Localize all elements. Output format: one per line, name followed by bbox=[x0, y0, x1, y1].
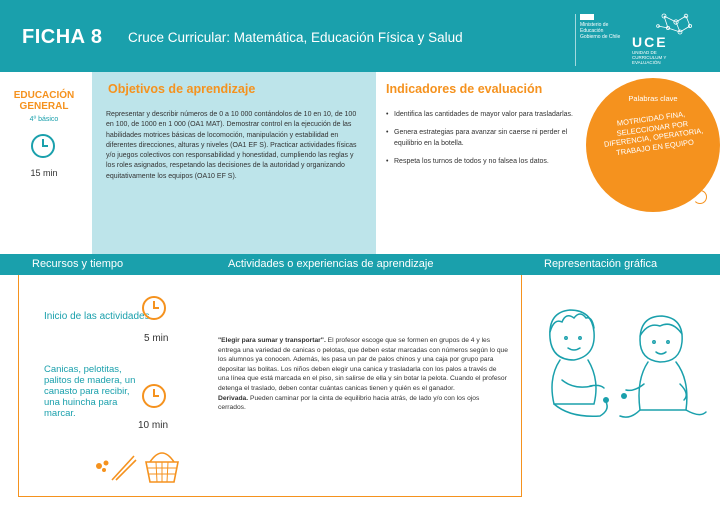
objetivos-text: Representar y describir números de 0 a 10 000 contándolos de 10 en 10, de 100 en 100, de 1000 en 1 000 (OA1 MAT). Demostrar control en la ejecución de las habilidades motrices básicas de locomoción, manipulación y estabilidad en diferentes direcciones, alturas y niveles (OA1 EF S). Practicar actividades físicas y/o juegos colectivos con responsabilidad y honestidad, cumpliendo las reglas y los roles asignados, respetando las decisiones de la autoridad y organizando equitativamente los equipos (OA10 EF S). bbox=[106, 111, 357, 180]
level-column bbox=[0, 72, 92, 254]
actividades-header: Actividades o experiencias de aprendizaje bbox=[228, 258, 434, 270]
decorative-swirl-icon bbox=[693, 190, 707, 204]
indicator-item: • Identifica las cantidades de mayor valor para trasladarlas. bbox=[386, 110, 586, 120]
uce-logo-subtext: UNIDAD DE CURRICULUM Y EVALUACIÓN bbox=[632, 50, 667, 65]
indicator-item: • Respeta los turnos de todos y no falsea los datos. bbox=[386, 157, 586, 167]
activity-description bbox=[218, 336, 508, 413]
basket-icon bbox=[142, 446, 182, 484]
recursos-header: Recursos y tiempo bbox=[32, 258, 124, 270]
children-playing-illustration bbox=[540, 300, 710, 440]
keywords-title: Palabras clave bbox=[628, 94, 678, 103]
objetivos-panel bbox=[92, 72, 376, 254]
clock-icon bbox=[142, 384, 166, 408]
activity-title: "Elegir para sumar y transportar". bbox=[218, 337, 326, 344]
header-bar bbox=[0, 0, 720, 72]
ficha-title: FICHA 8 bbox=[22, 26, 103, 48]
derivada-body: Pueden caminar por la cinta de equilibrio hacia atrás, de lado y/o con los ojos cerrados. bbox=[218, 394, 480, 412]
activity-body: El profesor escoge que se formen en grupos de 4 y les entrega una variedad de canicas o pelotas, que deben estar marcadas con números según lo que los alumnos ya conocen. Además, les pasa un par de palos chinos y una caja por grupo para depositar las bolitas. Los niños deben elegir una canica y trasladarla con los palos a través de una línea que está marcada en el piso, sin salirse de ella y sin botar la pelota. Cuando el profesor detenga el traslado, deben contar cuántas canicas tienen y quién es el ganador. bbox=[218, 337, 508, 392]
recursos-text: Canicas, pelotitas, palitos de madera, un canasto para recibir, una huincha para marcar. bbox=[44, 364, 136, 419]
duration-label: 15 min bbox=[30, 168, 58, 178]
ministry-logo bbox=[575, 14, 621, 66]
flag-icon bbox=[580, 14, 594, 20]
inicio-label: Inicio de las actividades bbox=[44, 311, 150, 322]
representacion-header: Representación gráfica bbox=[544, 258, 658, 270]
curricular-subtitle: Cruce Curricular: Matemática, Educación Física y Salud bbox=[128, 30, 463, 45]
derivada-title: Derivada. bbox=[218, 394, 249, 402]
objetivos-title: Objetivos de aprendizaje bbox=[108, 82, 256, 96]
clock-icon bbox=[31, 134, 55, 158]
section-header-bar bbox=[0, 254, 720, 275]
uce-logo-text: UCE bbox=[632, 34, 668, 50]
time-label: 10 min bbox=[138, 420, 169, 431]
time-label: 5 min bbox=[144, 333, 169, 344]
indicadores-list bbox=[386, 110, 586, 167]
education-level: EDUCACIÓN GENERAL bbox=[13, 90, 75, 112]
chopsticks-icon bbox=[108, 452, 138, 482]
ministry-logo-text: Ministerio de Educación Gobierno de Chile bbox=[580, 22, 621, 40]
clock-icon bbox=[142, 296, 166, 320]
keywords-text: MOTRICIDAD FINA, SELECCIONAR POR DIFERENCIA, OPERATORIA, TRABAJO EN EQUIPO bbox=[603, 109, 704, 157]
grade-label: 4º básico bbox=[29, 116, 59, 123]
indicadores-title: Indicadores de evaluación bbox=[386, 82, 543, 96]
indicator-item: • Genera estrategias para avanzar sin caerse ni perder el equilibrio en la botella. bbox=[386, 128, 586, 149]
